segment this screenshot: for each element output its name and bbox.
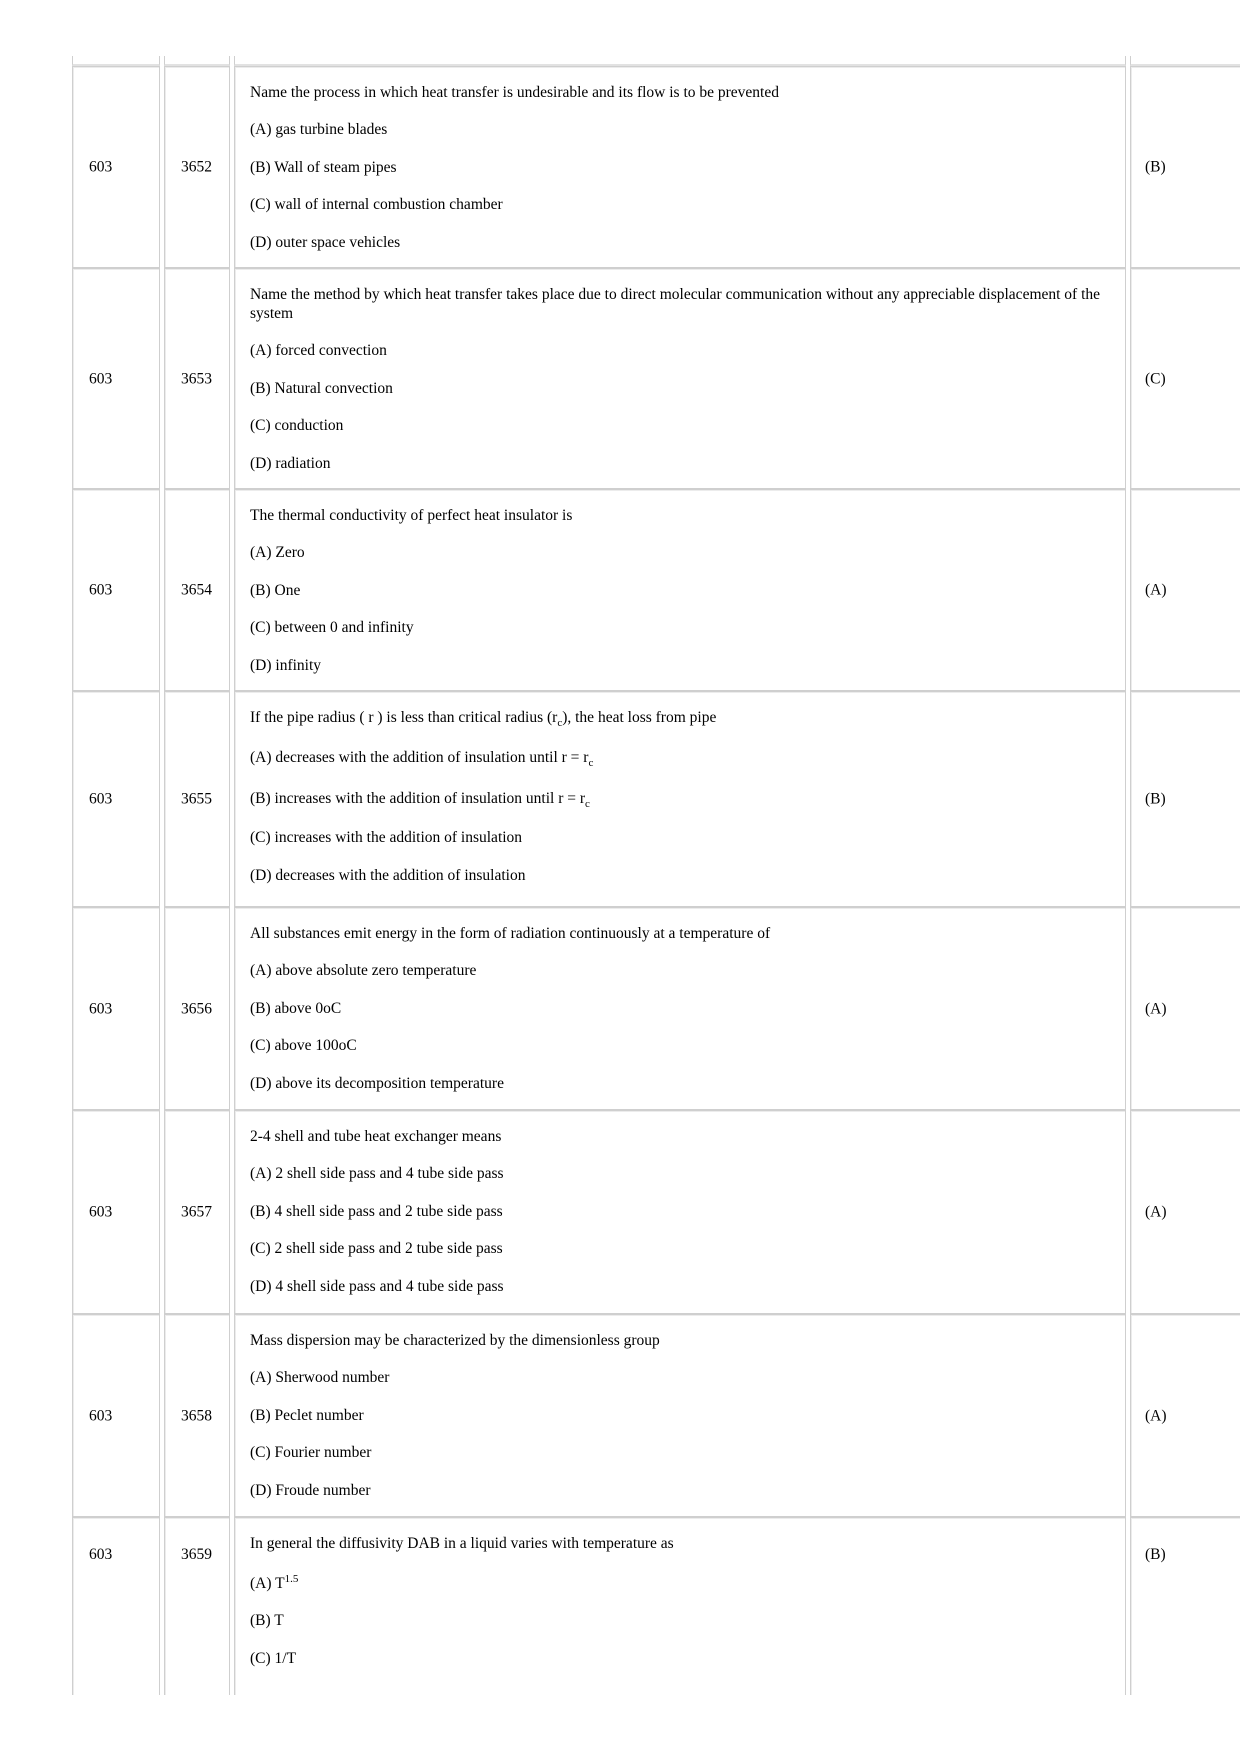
subject-code: 603 [89,158,113,176]
subject-code-cell [72,1314,160,1517]
subject-code-cell [72,1110,160,1314]
answer-cell [1130,1517,1240,1695]
option-b: (B) Wall of steam pipes [250,158,397,176]
subject-code-cell [72,268,160,489]
option-b: (B) T [250,1612,284,1629]
table-row [0,691,1240,907]
question-cell [234,907,1126,1110]
subject-code: 603 [89,1203,113,1221]
answer-cell [1130,691,1240,907]
question-id-cell [164,1110,230,1314]
question-text: If the pipe radius ( r ) is less than critical radius $(r_c)$, the heat loss from pipe [250,709,717,729]
subject-code-cell [72,907,160,1110]
option-d: (D) above its decomposition temperature [250,1074,504,1092]
option-d: (D) radiation [250,454,331,472]
option-c: (C) Fourier number [250,1444,372,1461]
option-a: (A) decreases with the addition of insulation until $r = r_c$ [250,749,594,769]
answer: (A) [1145,1203,1167,1221]
answer-cell [1130,1110,1240,1314]
option-a: (A) gas turbine blades [250,121,388,138]
answer: (B) [1145,790,1166,808]
answer: (A) [1145,1406,1167,1424]
question-id: 3655 [181,790,212,808]
question-cell [234,268,1126,489]
option-c: (C) conduction [250,417,344,434]
table-row [0,907,1240,1110]
question-id: 3658 [181,1406,212,1424]
question-id-cell [164,1517,230,1695]
option-b: (B) Natural convection [250,379,393,397]
option-c: (C) wall of internal combustion chamber [250,196,503,213]
subject-code: 603 [89,581,113,599]
subject-code: 603 [89,999,113,1017]
question-cell [234,489,1126,691]
option-d: (D) Froude number [250,1481,371,1499]
option-d: (D) outer space vehicles [250,233,401,251]
question-id: 3657 [181,1203,212,1221]
option-c: (C) 1/T [250,1649,297,1667]
question-id: 3652 [181,158,212,176]
question-cell [234,1110,1126,1314]
option-a: (A) Zero [250,544,305,561]
option-c: (C) 2 shell side pass and 2 tube side pass [250,1240,503,1257]
answer-cell [1130,268,1240,489]
question-cell [234,1314,1126,1517]
option-b: (B) above 0oC [250,999,342,1017]
question-text: 2-4 shell and tube heat exchanger means [250,1128,502,1145]
option-b: (B) Peclet number [250,1406,364,1424]
answer-cell [1130,1314,1240,1517]
option-a: (A) $T^{1.5}$ [250,1573,299,1592]
answer: (B) [1145,1546,1166,1563]
subject-code-cell [72,1517,160,1695]
answer: (A) [1145,581,1167,599]
option-b: (B) One [250,581,301,599]
option-a: (A) Sherwood number [250,1369,390,1386]
question-text: The thermal conductivity of perfect heat insulator is [250,507,573,524]
answer: (B) [1145,158,1166,176]
subject-code-cell [72,489,160,691]
answer-cell [1130,907,1240,1110]
subject-code: 603 [89,790,113,808]
question-id: 3653 [181,369,212,387]
option-a: (A) above absolute zero temperature [250,962,477,979]
option-c: (C) between 0 and infinity [250,619,414,636]
table-top-edge [0,56,1240,66]
subject-code-cell [72,66,160,268]
table-row [0,489,1240,691]
option-a: (A) forced convection [250,342,387,359]
table-row [0,268,1240,489]
subject-code: 603 [89,1406,113,1424]
question-id: 3656 [181,999,212,1017]
answer: (C) [1145,369,1166,387]
option-a: (A) 2 shell side pass and 4 tube side pass [250,1165,504,1182]
question-id-cell [164,1314,230,1517]
question-id-cell [164,907,230,1110]
question-cell [234,691,1126,907]
option-d: (D) decreases with the addition of insulation [250,866,526,884]
question-cell [234,1517,1126,1695]
question-id-cell [164,691,230,907]
question-id-cell [164,268,230,489]
question-text: Mass dispersion may be characterized by the dimensionless group [250,1332,660,1349]
option-c: (C) increases with the addition of insulation [250,829,523,846]
question-id-cell [164,66,230,268]
question-text: Name the process in which heat transfer is undesirable and its flow is to be prevented [250,84,779,101]
table-row [0,1517,1240,1695]
question-cell [234,66,1126,268]
table-row [0,1110,1240,1314]
answer-cell [1130,489,1240,691]
question-id: 3654 [181,581,212,599]
question-id: 3659 [181,1546,212,1563]
subject-code: 603 [89,1546,113,1563]
question-text: Name the method by which heat transfer takes place due to direct molecular communication without any appreciable displacement of the system [250,286,1101,322]
subject-code: 603 [89,369,113,387]
option-c: (C) above 100oC [250,1037,357,1054]
question-text: All substances emit energy in the form of radiation continuously at a temperature of [250,925,771,942]
answer-cell [1130,66,1240,268]
option-d: (D) 4 shell side pass and 4 tube side pass [250,1277,504,1295]
answer: (A) [1145,999,1167,1017]
subject-code-cell [72,691,160,907]
question-id-cell [164,489,230,691]
table-row [0,66,1240,268]
option-d: (D) infinity [250,656,322,674]
table-row [0,1314,1240,1517]
option-b: (B) increases with the addition of insulation until $r = r_c$ [250,790,590,810]
question-text: In general the diffusivity DAB in a liquid varies with temperature as [250,1535,674,1552]
option-b: (B) 4 shell side pass and 2 tube side pass [250,1202,503,1220]
